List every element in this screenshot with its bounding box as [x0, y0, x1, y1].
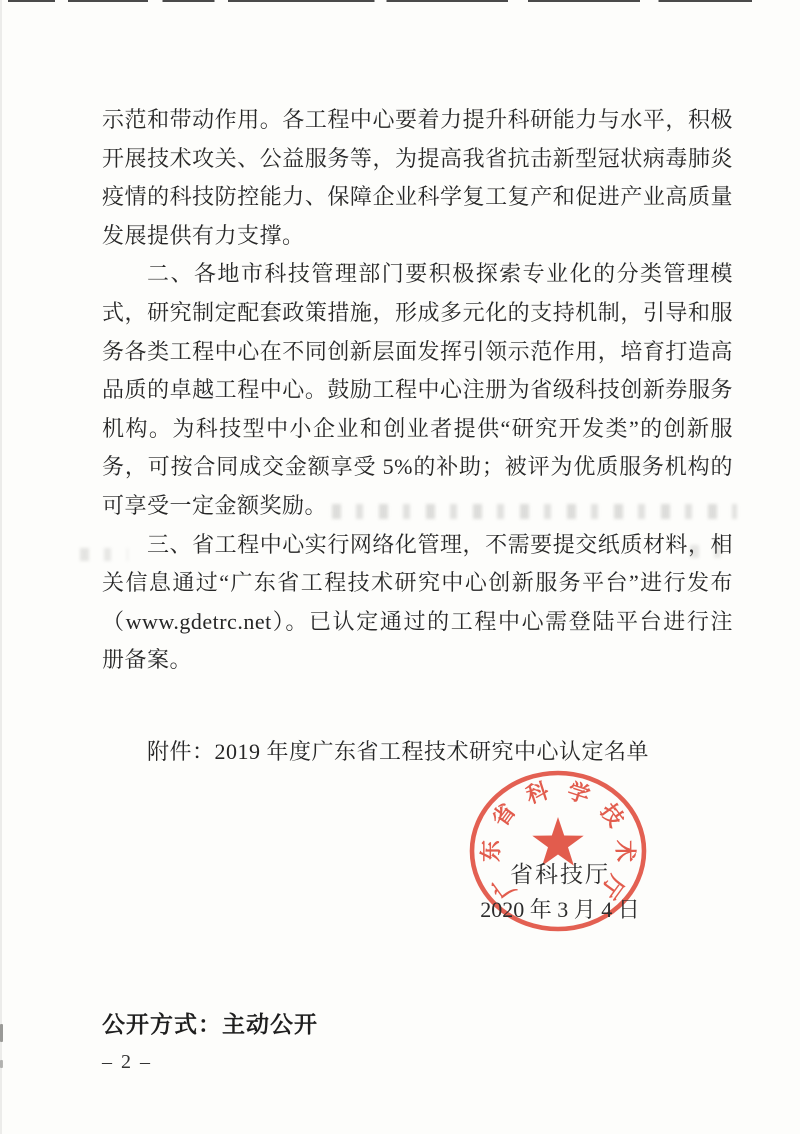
- page-number: – 2 –: [102, 1051, 152, 1073]
- text-line: 示范和带动作用。各工程中心要着力提升科研能力与水平，积极: [102, 107, 733, 132]
- seal-character: 学: [564, 777, 594, 809]
- seal-character: 东: [478, 839, 504, 863]
- text-line: 三、省工程中心实行网络化管理，不需要提交纸质材料，相: [147, 531, 733, 557]
- text-line: 发展提供有力支撑。: [102, 222, 305, 248]
- scan-artifact-left-edge: [0, 0, 2, 1134]
- text-line: 二、各地市科技管理部门要积极探索专业化的分类管理模: [147, 261, 733, 287]
- seal-character: 广: [487, 870, 521, 904]
- attachment-line: 附件：2019 年度广东省工程技术研究中心认定名单: [147, 739, 650, 764]
- seal-character: 术: [612, 839, 638, 863]
- text-line: 册备案。: [102, 647, 193, 673]
- text-line: 务，可按合同成交金额享受 5%的补助；被评为优质服务机构的: [102, 454, 733, 480]
- text-line: 开展技术攻关、公益服务等，为提高我省抗击新型冠状病毒肺炎: [102, 145, 733, 171]
- signature-agency: 省科技厅: [510, 862, 610, 887]
- scan-artifact-top-edge: [0, 0, 800, 2]
- text-line: 机构。为科技型中小企业和创业者提供“研究开发类”的创新服: [102, 415, 734, 441]
- document-body: [102, 101, 733, 680]
- scan-artifact-tick: [0, 1024, 3, 1042]
- text-line: 务各类工程中心在不同创新层面发挥引领示范作用，培育打造高: [102, 338, 733, 364]
- seal-character: 省: [487, 798, 521, 832]
- seal-character: 技: [595, 798, 629, 832]
- signature-date: 2020 年 3 月 4 日: [480, 897, 640, 922]
- seal-character: 厅: [595, 870, 629, 904]
- text-line: 式，研究制定配套政策措施，形成多元化的支持机制，引导和服: [102, 299, 733, 325]
- text-line: 可享受一定金额奖励。: [102, 492, 328, 518]
- seal-character: 科: [522, 777, 552, 809]
- disclosure-method: 公开方式：主动公开: [102, 1011, 318, 1037]
- text-line: （www.gdetrc.net）。已认定通过的工程中心需登陆平台进行注: [102, 608, 733, 634]
- text-line: 疫情的科技防控能力、保障企业科学复工复产和促进产业高质量: [102, 184, 733, 210]
- scan-artifact-tick: [0, 1060, 3, 1068]
- text-line: 关信息通过“广东省工程技术研究中心创新服务平台”进行发布: [102, 570, 734, 596]
- text-line: 品质的卓越工程中心。鼓励工程中心注册为省级科技创新券服务: [102, 377, 733, 403]
